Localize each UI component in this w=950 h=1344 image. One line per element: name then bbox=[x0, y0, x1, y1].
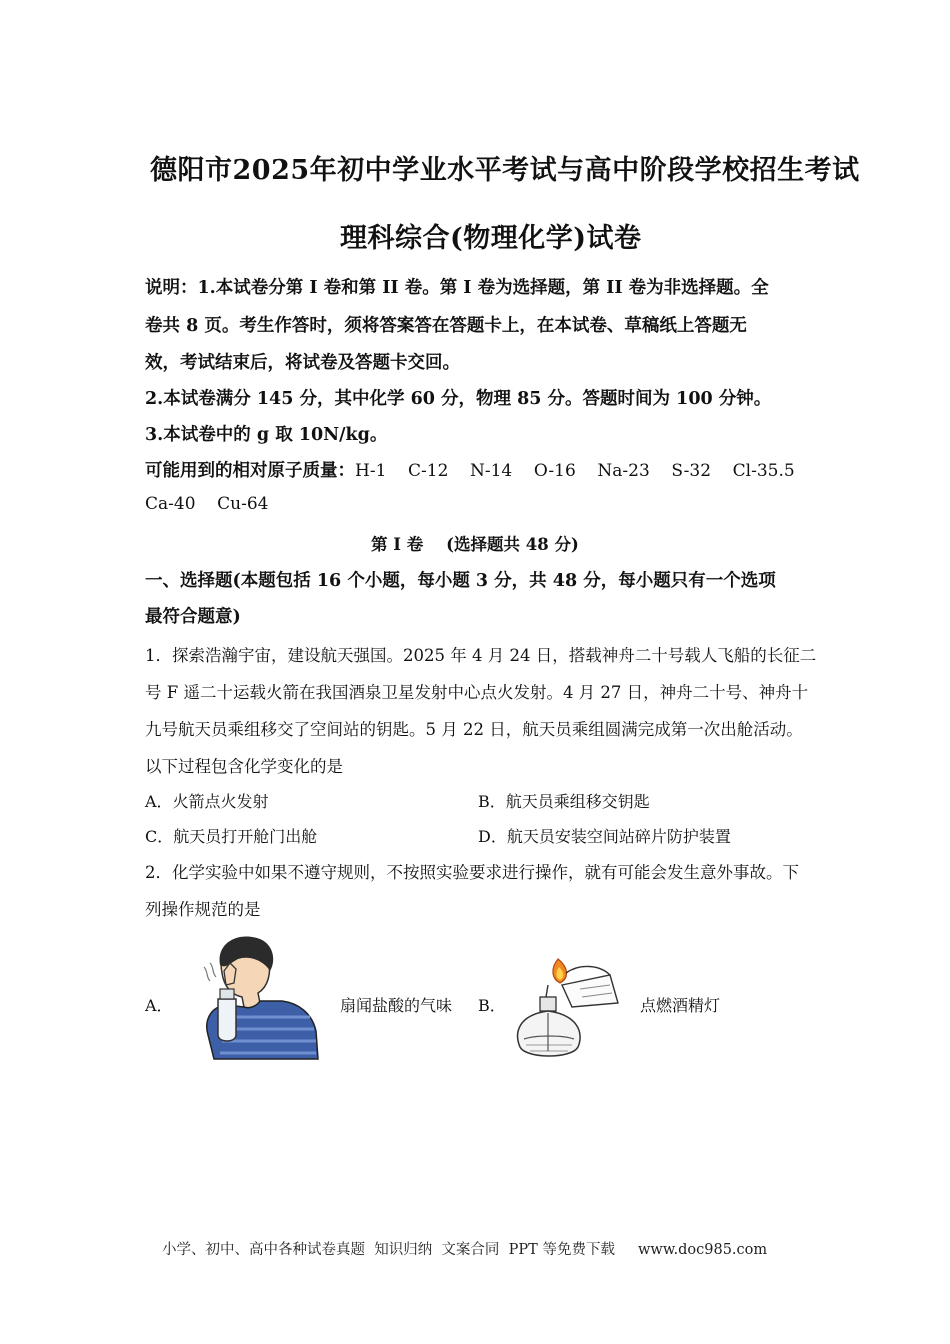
q2-stem-line2: 列操作规范的是 bbox=[145, 900, 261, 919]
section-heading: 第 I 卷 (选择题共 48 分) bbox=[371, 535, 579, 554]
q1-stem-line2: 号 F 遥二十运载火箭在我国酒泉卫星发射中心点火发射。4 月 27 日，神舟二十号、神舟十 bbox=[145, 683, 809, 702]
q2-option-a-letter: A． bbox=[145, 996, 173, 1015]
q1-option-a: A．火箭点火发射 bbox=[145, 792, 269, 811]
alcohol-lamp-illustration bbox=[510, 955, 635, 1070]
atomic-masses-row bbox=[145, 457, 795, 482]
q2-option-b-caption: 点燃酒精灯 bbox=[640, 996, 721, 1015]
atomic-masses-label: 可能用到的相对原子质量： bbox=[145, 461, 355, 481]
page-footer: 小学、初中、高中各种试卷真题 知识归纳 文案合同 PPT 等免费下载 www.doc985.com bbox=[162, 1242, 768, 1258]
q1-stem-line4: 以下过程包含化学变化的是 bbox=[145, 757, 343, 776]
atomic-masses-values: H-1 C-12 N-14 O-16 Na-23 S-32 Cl-35.5 bbox=[355, 461, 795, 481]
q2-option-a-caption: 扇闻盐酸的气味 bbox=[340, 996, 453, 1015]
exam-title-line2: 理科综合(物理化学)试卷 bbox=[340, 223, 642, 254]
q1-option-c: C．航天员打开舱门出舱 bbox=[145, 827, 318, 846]
q2-option-b-letter: B． bbox=[478, 996, 506, 1015]
q1-option-d: D．航天员安装空间站碎片防护装置 bbox=[478, 827, 731, 846]
instructions-line5: 3.本试卷中的 g 取 10N/kg。 bbox=[145, 425, 388, 445]
q1-option-b: B．航天员乘组移交钥匙 bbox=[478, 792, 650, 811]
instructions-line1: 说明：1.本试卷分第 I 卷和第 II 卷。第 I 卷为选择题，第 II 卷为非选择题。全 bbox=[145, 278, 769, 298]
q2-stem-line1: 2．化学实验中如果不遵守规则，不按照实验要求进行操作，就有可能会发生意外事故。下 bbox=[145, 863, 799, 882]
instructions-line2: 卷共 8 页。考生作答时，须将答案答在答题卡上，在本试卷、草稿纸上答题无 bbox=[145, 316, 747, 336]
part-heading-line1: 一、选择题(本题包括 16 个小题，每小题 3 分，共 48 分，每小题只有一个选项 bbox=[145, 571, 776, 591]
instructions-line3: 效，考试结束后，将试卷及答题卡交回。 bbox=[145, 353, 460, 373]
exam-title-line1: 德阳市2025年初中学业水平考试与高中阶段学校招生考试 bbox=[150, 155, 860, 186]
q1-stem-line3: 九号航天员乘组移交了空间站的钥匙。5 月 22 日，航天员乘组圆满完成第一次出舱活动。 bbox=[145, 720, 803, 739]
instructions-line4: 2.本试卷满分 145 分，其中化学 60 分，物理 85 分。答题时间为 100 分钟。 bbox=[145, 389, 772, 409]
atomic-masses-values-2: Ca-40 Cu-64 bbox=[145, 494, 269, 514]
smelling-acid-illustration bbox=[190, 935, 320, 1060]
part-heading-line2: 最符合题意) bbox=[145, 607, 241, 627]
q1-stem-line1: 1．探索浩瀚宇宙，建设航天强国。2025 年 4 月 24 日，搭载神舟二十号载人飞船的长征二 bbox=[145, 646, 817, 665]
